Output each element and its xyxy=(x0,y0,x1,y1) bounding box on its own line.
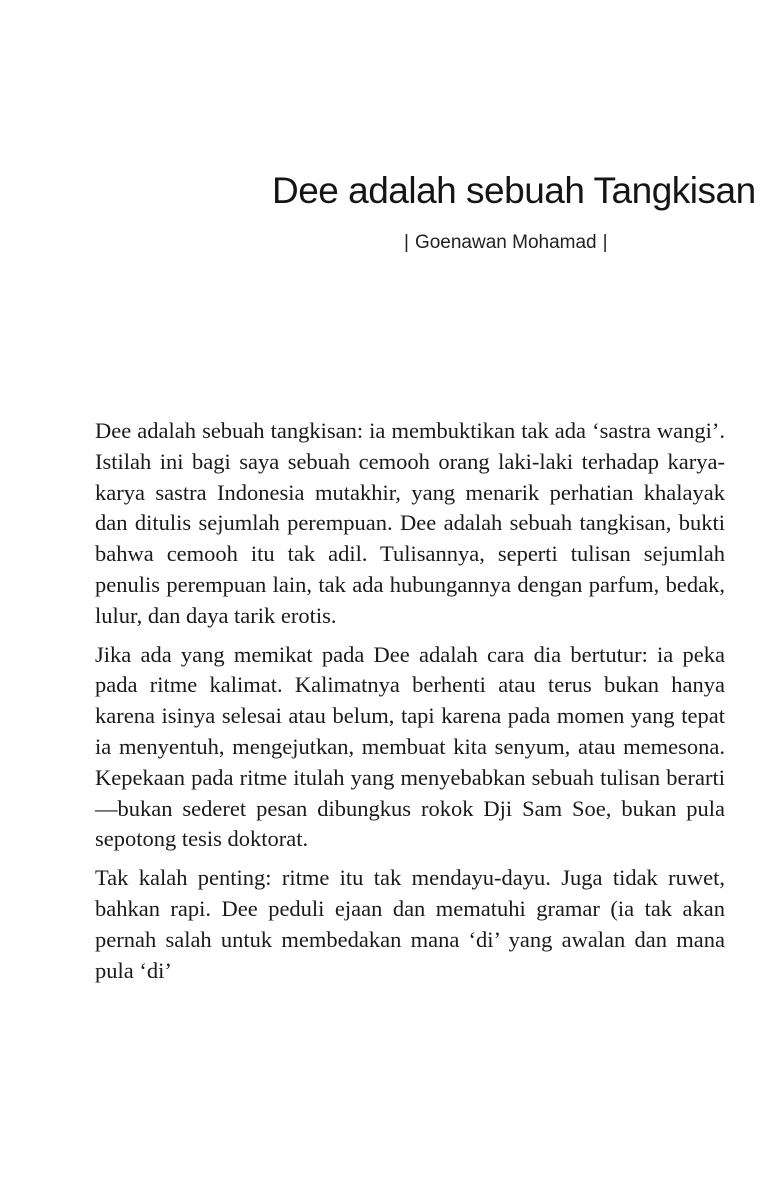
paragraph-1: Dee adalah sebuah tangkisan: ia membuktikan tak ada ‘sastra wangi’. Istilah ini bagi saya sebuah cemooh orang laki-laki terhadap karya-karya sastra Indonesia mutakhir, yang menarik perhatian khalayak dan ditulis sejumlah perempuan. Dee adalah sebuah tangkisan, bukti bahwa cemooh itu tak adil. Tulisannya, seperti tulisan sejumlah penulis perempuan lain, tak ada hubungannya dengan parfum, bedak, lulur, dan daya tarik erotis. xyxy=(95,418,725,628)
paragraph-3: Tak kalah penting: ritme itu tak mendayu-dayu. Juga tidak ruwet, bahkan rapi. Dee peduli ejaan dan mematuhi gramar (ia tak akan pernah salah untuk membedakan mana ‘di’ yang awalan dan mana pula ‘di’ xyxy=(95,865,725,983)
author-line xyxy=(398,232,614,254)
author-name: Goenawan Mohamad xyxy=(414,232,597,253)
page-title: Dee adalah sebuah Tangkisan xyxy=(272,170,756,211)
article-body xyxy=(95,416,725,994)
author-bar-right: | xyxy=(602,232,608,253)
author-bar-left: | xyxy=(404,232,409,253)
paragraph-2: Jika ada yang memikat pada Dee adalah cara dia bertutur: ia peka pada ritme kalimat. Kalimatnya berhenti atau terus bukan hanya karena isinya selesai atau belum, tapi karena pada momen yang tepat ia menyentuh, mengejutkan, membuat kita senyum, atau memesona. Kepekaan pada ritme itulah yang menyebabkan sebuah tulisan berarti—bukan sederet pesan dibungkus rokok Dji Sam Soe, bukan pula sepotong tesis doktorat. xyxy=(95,641,725,852)
